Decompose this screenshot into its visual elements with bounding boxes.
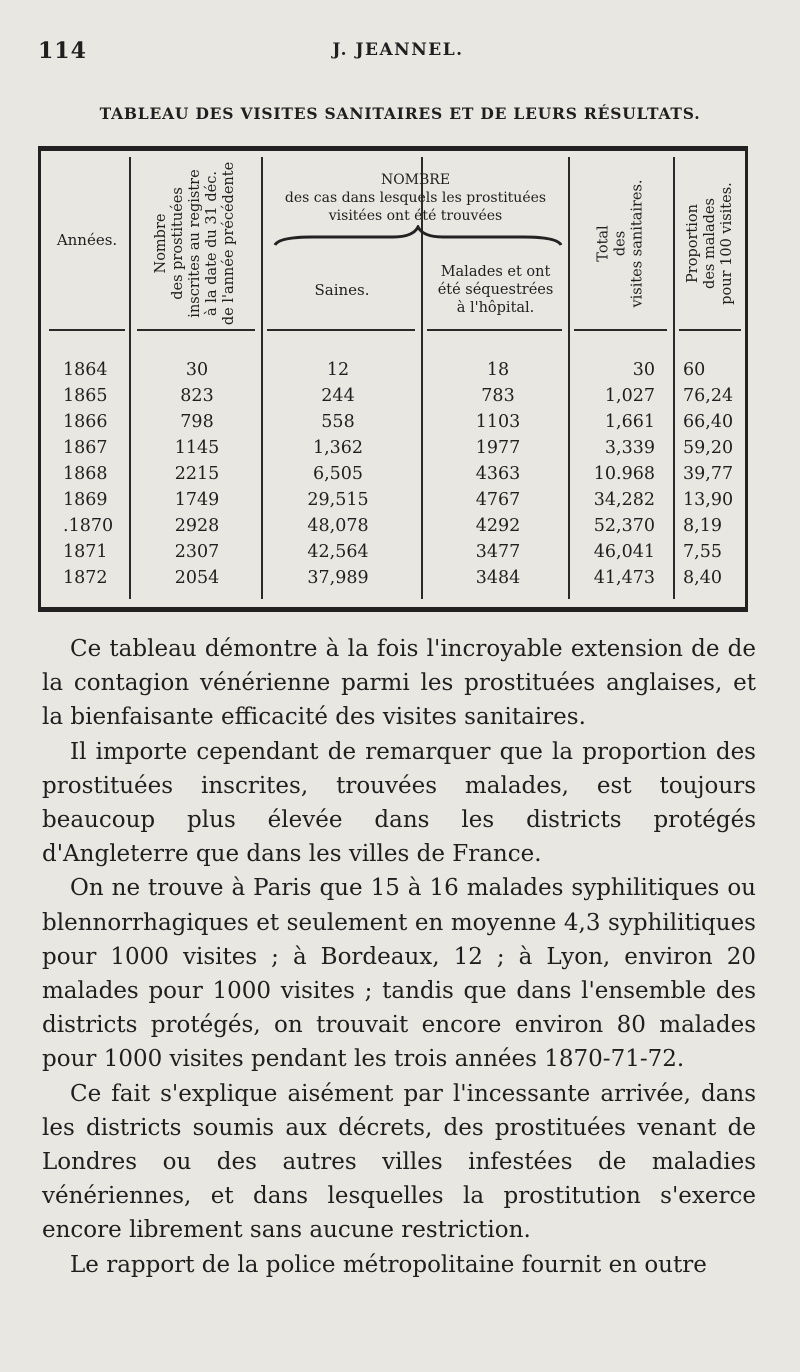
cell-malades: 1103 [475,412,521,432]
cell-malades: 783 [481,386,515,406]
header-total-line: visites sanitaires. [630,178,647,308]
page-number: 114 [38,38,87,64]
header-rule [267,329,415,331]
cell-total: 1,661 [604,412,655,432]
header-years: Années. [56,231,118,249]
header-saines: Saines. [314,281,370,299]
cell-total: 10.968 [593,464,655,484]
header-malades-line: Malades et ont [440,264,551,280]
header-rule [679,329,741,331]
paragraph: Le rapport de la police métropolitaine fournit en outre [70,1251,707,1278]
cell-inscrites: 2928 [174,516,220,536]
cell-proportion: 76,24 [683,386,734,406]
column-saines [263,357,413,591]
cell-malades: 4292 [475,516,521,536]
cell-saines: 42,564 [307,542,369,562]
cell-total: 41,473 [593,568,655,588]
header-proportion-line: pour 100 visites. [718,181,735,305]
cell-year: 1871 [63,542,108,562]
cell-proportion: 8,40 [683,568,722,588]
cell-total: 3,339 [604,438,655,458]
header-proportion-line: Proportion [684,203,701,283]
header-malades [423,263,568,317]
cell-saines: 558 [321,412,355,432]
cell-inscrites: 2215 [174,464,220,484]
cell-malades: 4767 [475,490,521,510]
column-years [63,357,143,591]
paragraph: Ce tableau démontre à la fois l'incroyable extension de de la contagion vénérienne parmi les prostituées anglaises, et la bienfaisante efficacité des visites sanitaires. [42,636,756,731]
cell-inscrites: 1145 [174,438,220,458]
brace-icon [273,225,563,247]
cell-saines: 48,078 [307,516,369,536]
cell-malades: 4363 [475,464,521,484]
cell-malades: 3484 [475,568,521,588]
header-inscrites-line: de l'année précédente [221,161,238,325]
header-nombre-line: des cas dans lesquels les prostituées [284,190,547,206]
cell-inscrites: 823 [180,386,214,406]
cell-saines: 6,505 [312,464,364,484]
header-rule [49,329,125,331]
cell-year: 1868 [63,464,108,484]
paragraph: Il importe cependant de remarquer que la proportion des prostituées inscrites, trouvées malades, est toujours beaucoup plus élevée dans les districts protégés d'Angleterre que dans les villes de France. [42,738,756,868]
cell-total: 52,370 [593,516,655,536]
body-text [42,632,756,1282]
cell-inscrites: 30 [185,360,209,380]
cell-total: 30 [632,360,655,380]
cell-inscrites: 1749 [174,490,220,510]
cell-proportion: 39,77 [683,464,734,484]
cell-proportion: 13,90 [683,490,734,510]
header-inscrites-line: des prostituées [170,186,187,300]
statistics-table [38,146,748,612]
cell-proportion: 8,19 [683,516,722,536]
cell-proportion: 60 [683,360,706,380]
header-inscrites [131,157,261,329]
column-inscrites [137,357,257,591]
cell-malades: 3477 [475,542,521,562]
header-nombre [263,171,568,225]
header-rule [427,329,562,331]
header-inscrites-line: inscrites au registre [187,168,204,318]
header-malades-line: été séquestrées [437,282,554,298]
paragraph: On ne trouve à Paris que 15 à 16 malades syphilitiques ou blennorrhagiques et seulement en moyenne 4,3 syphilitiques pour 1000 visites ; à Bordeaux, 12 ; à Lyon, environ 20 malades pour 1000 visites ; tandis que dans l'ensemble des districts protégés, on trouvait encore environ 80 malades pour 1000 visites pendant les trois années 1870-71-72. [42,875,756,1073]
header-rule [137,329,255,331]
cell-year: 1864 [63,360,108,380]
header-inscrites-line: à la date du 31 déc. [204,170,221,316]
cell-total: 46,041 [593,542,655,562]
header-nombre-line: NOMBRE [380,172,451,188]
cell-proportion: 59,20 [683,438,734,458]
cell-saines: 244 [321,386,355,406]
cell-malades: 1977 [475,438,521,458]
header-proportion-line: des malades [701,197,718,289]
paragraph: Ce fait s'explique aisément par l'incessante arrivée, dans les districts soumis aux décrets, des prostituées venant de Londres ou des autres villes infestées de maladies vénériennes, et dans lesquelles la prostitution s'exerce encore librement sans aucune restriction. [42,1080,756,1244]
page-header [38,38,758,68]
cell-total: 1,027 [604,386,655,406]
cell-saines: 37,989 [307,568,369,588]
header-total-line: Total [596,224,613,262]
cell-malades: 18 [486,360,510,380]
cell-total: 34,282 [593,490,655,510]
header-total-line: des [613,230,630,256]
cell-year: 1867 [63,438,108,458]
header-nombre-line: visitées ont été trouvées [328,208,503,224]
cell-proportion: 66,40 [683,412,734,432]
table-title: TABLEAU DES VISITES SANITAIRES ET DE LEURS RÉSULTATS. [99,104,701,123]
column-proportion [683,357,745,591]
cell-year: .1870 [63,516,114,536]
cell-saines: 29,515 [307,490,369,510]
cell-year: 1865 [63,386,108,406]
cell-year: 1869 [63,490,108,510]
cell-proportion: 7,55 [683,542,722,562]
header-proportion [675,157,745,329]
cell-inscrites: 2054 [174,568,220,588]
cell-saines: 1,362 [312,438,364,458]
header-inscrites-line: Nombre [153,213,170,273]
cell-saines: 12 [326,360,350,380]
column-total [571,357,655,591]
column-malades [423,357,573,591]
cell-year: 1866 [63,412,108,432]
running-title: J. JEANNEL. [332,40,464,60]
header-malades-line: à l'hôpital. [456,300,535,316]
header-total [570,157,673,329]
cell-inscrites: 2307 [174,542,220,562]
cell-year: 1872 [63,568,108,588]
header-rule [574,329,667,331]
cell-inscrites: 798 [180,412,214,432]
